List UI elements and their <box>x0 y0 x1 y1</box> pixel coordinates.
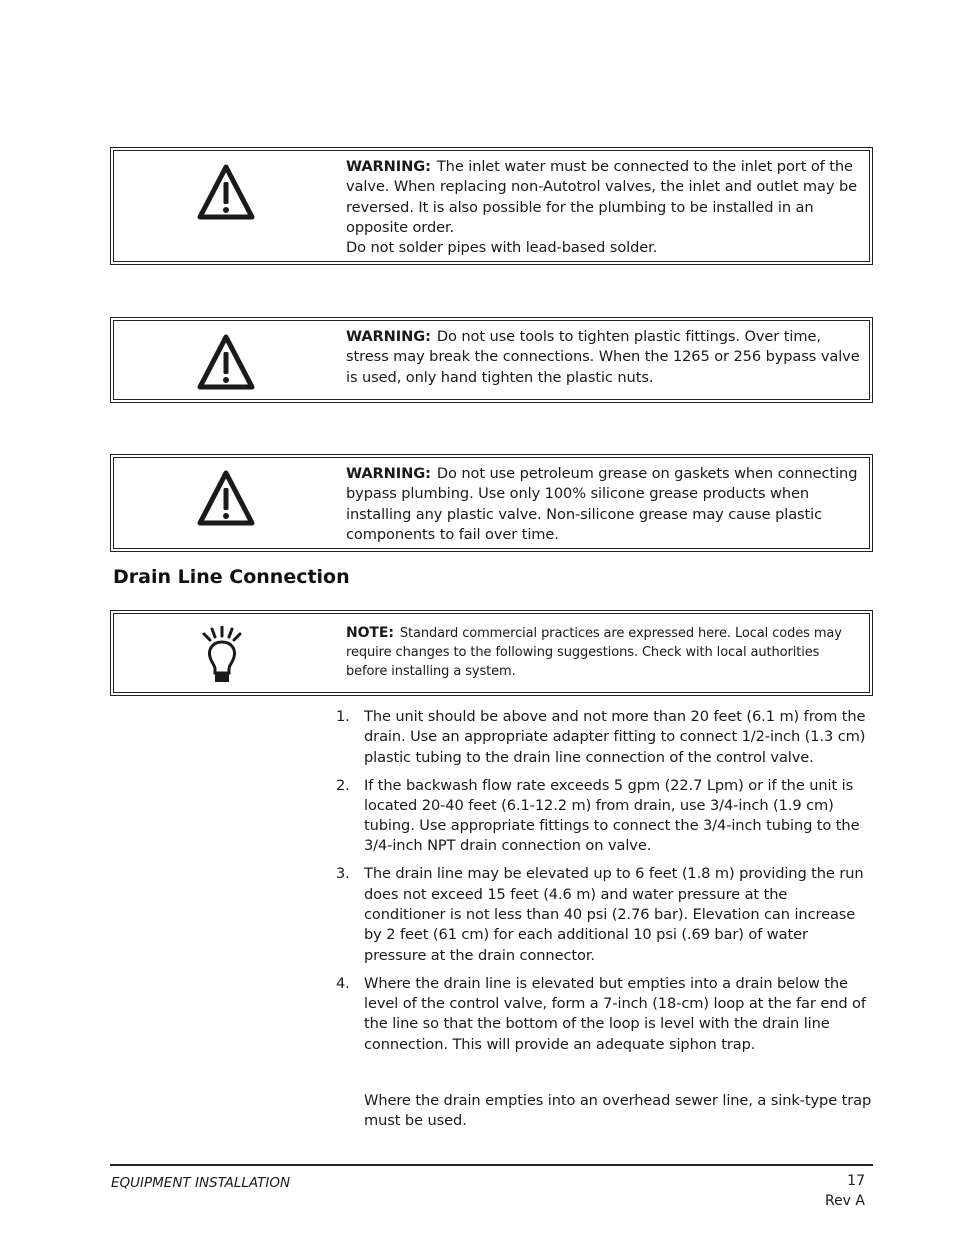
note-lead: NOTE: <box>346 625 394 641</box>
footer-divider <box>110 1164 873 1166</box>
list-item <box>336 974 870 1055</box>
warning-text-2 <box>346 327 861 388</box>
warning-box-2 <box>110 317 873 403</box>
warning-line: Do not use petroleum grease on gaskets when connecting bypass plumbing. Use only 100% silicone grease products when installing any plastic valve. Non-silicone grease may cause plastic components to fail over time. <box>346 465 858 543</box>
warning-box-3 <box>110 454 873 552</box>
warning-line: Do not use tools to tighten plastic fittings. Over time, stress may break the connections. When the 1265 or 256 bypass valve is used, only hand tighten the plastic nuts. <box>346 328 860 386</box>
warning-lead: WARNING: <box>346 328 431 345</box>
step-text: The unit should be above and not more than 20 feet (6.1 m) from the drain. Use an appropriate adapter fitting to connect 1/2-inch (1.3 cm) plastic tubing to the drain line connection of the control valve. <box>364 708 866 766</box>
note-body: Standard commercial practices are expressed here. Local codes may require changes to the following suggestions. Check with local authorities before installing a system. <box>346 626 842 679</box>
warning-box-1 <box>110 147 873 265</box>
step-text: Where the drain line is elevated but empties into a drain below the level of the control valve, form a 7-inch (18-cm) loop at the far end of the line so that the bottom of the loop is level with the drain line connection. This will provide an adequate siphon trap. <box>364 974 866 1053</box>
warning-lead: WARNING: <box>346 158 431 175</box>
step-number: 2. <box>336 776 350 794</box>
step-number: 3. <box>336 865 350 883</box>
warning-text-1 <box>346 157 861 258</box>
footer-section-title: EQUIPMENT INSTALLATION <box>111 1175 291 1191</box>
drain-steps-list <box>336 707 870 1063</box>
revision-label: Rev A <box>824 1193 865 1209</box>
warning-triangle-icon <box>196 333 256 395</box>
page-number: 17 <box>847 1173 865 1189</box>
step-text: The drain line may be elevated up to 6 feet (1.8 m) providing the run does not exceed 15 feet (4.6 m) and water pressure at the conditioner is not less than 40 psi (2.76 bar). Elevation can increase by 2 feet (61 cm) for each additional 10 psi (.69 bar) of water pressure at the drain connector. <box>364 865 864 964</box>
warning-lead: WARNING: <box>346 465 431 482</box>
step-text: If the backwash flow rate exceeds 5 gpm (22.7 Lpm) or if the unit is located 20-40 feet (6.1-12.2 m) from drain, use 3/4-inch (1.9 cm) tubing. Use appropriate fittings to connect the 3/4-inch tubing to the 3/4-inch NPT drain connection on valve. <box>364 776 860 855</box>
step-number: 1. <box>336 708 350 725</box>
warning-line: The inlet water must be connected to the inlet port of the valve. When replacing non-Autotrol valves, the inlet and outlet may be reversed. It is also possible for the plumbing to be installed in an opposite order. <box>346 158 857 236</box>
step-number: 4. <box>336 974 350 992</box>
warning-triangle-icon <box>196 469 256 531</box>
note-box <box>110 610 873 696</box>
warning-text-3 <box>346 464 861 545</box>
warning-line: Do not solder pipes with lead-based solder. <box>346 239 658 257</box>
section-heading: Drain Line Connection <box>113 566 350 588</box>
note-text <box>346 624 861 681</box>
list-item <box>336 776 870 857</box>
lightbulb-icon <box>200 626 244 688</box>
list-item <box>336 864 870 965</box>
sewer-trap-note: Where the drain empties into an overhead sewer line, a sink-type trap must be used. <box>364 1092 872 1130</box>
warning-triangle-icon <box>196 163 256 225</box>
list-item <box>336 707 870 768</box>
